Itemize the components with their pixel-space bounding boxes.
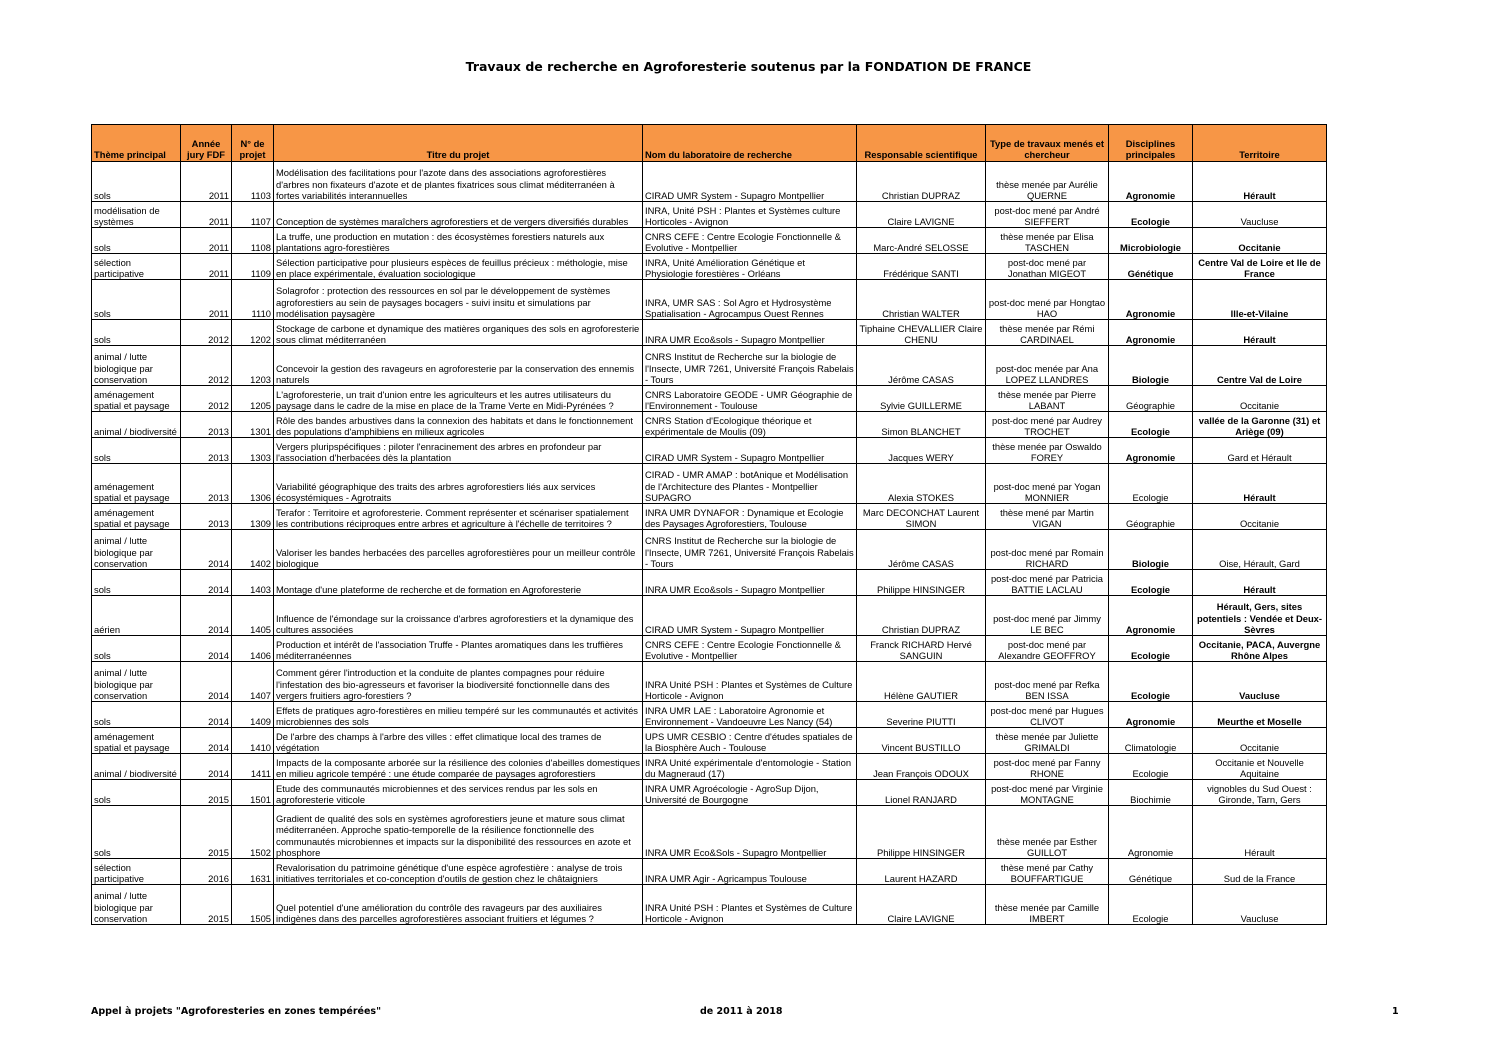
header-titre: Titre du projet — [274, 125, 643, 162]
cell-responsable: Vincent BUSTILLO — [857, 728, 986, 754]
cell-responsable: Philippe HINSINGER — [857, 806, 986, 859]
cell-type: post-doc mené par Hongtao HAO — [986, 280, 1109, 320]
cell-num: 1107 — [232, 202, 274, 228]
table-row — [92, 320, 1327, 346]
cell-theme: sélection participative — [92, 859, 181, 885]
cell-labo: CIRAD UMR System - Supagro Montpellier — [643, 596, 857, 636]
cell-type: thèse menée par Aurélie QUERNE — [986, 162, 1109, 202]
cell-num: 1303 — [232, 438, 274, 464]
cell-annee: 2014 — [181, 754, 232, 780]
projects-table — [91, 124, 1327, 925]
cell-disciplines: Microbiologie — [1109, 228, 1193, 254]
table-row — [92, 530, 1327, 570]
cell-disciplines: Agronomie — [1109, 162, 1193, 202]
cell-num: 1411 — [232, 754, 274, 780]
cell-type: thèse menée par Pierre LABANT — [986, 386, 1109, 412]
cell-disciplines: Ecologie — [1109, 636, 1193, 662]
cell-labo: INRA UMR LAE : Laboratoire Agronomie et Environnement - Vandoeuvre Les Nancy (54) — [643, 702, 857, 728]
cell-annee: 2014 — [181, 570, 232, 596]
table-row — [92, 346, 1327, 386]
cell-disciplines: Agronomie — [1109, 280, 1193, 320]
cell-titre: Concevoir la gestion des ravageurs en agroforesterie par la conservation des ennemis naturels — [274, 346, 643, 386]
cell-theme: sols — [92, 162, 181, 202]
cell-territoire: Vaucluse — [1193, 662, 1327, 702]
cell-titre: Revalorisation du patrimoine génétique d'une espèce agrofestière : analyse de trois initiatives territoriales et co-conception d'outils de gestion chez le châtaigniers — [274, 859, 643, 885]
header-disciplines: Disciplines principales — [1109, 125, 1193, 162]
cell-annee: 2015 — [181, 780, 232, 806]
cell-theme: sols — [92, 806, 181, 859]
cell-disciplines: Biochimie — [1109, 780, 1193, 806]
cell-labo: CNRS Institut de Recherche sur la biologie de l'Insecte, UMR 7261, Université François Rabelais - Tours — [643, 346, 857, 386]
cell-territoire: Hérault — [1193, 320, 1327, 346]
cell-type: thèse menée par Oswaldo FOREY — [986, 438, 1109, 464]
cell-type: thèse menée par Esther GUILLOT — [986, 806, 1109, 859]
table-row — [92, 636, 1327, 662]
cell-disciplines: Climatologie — [1109, 728, 1193, 754]
table-row — [92, 702, 1327, 728]
cell-titre: Modélisation des facilitations pour l'azote dans des associations agroforestières d'arbres non fixateurs d'azote et de plantes fixatrices sous climat méditerranéen à fortes variabilités interannuelles — [274, 162, 643, 202]
cell-responsable: Sylvie GUILLERME — [857, 386, 986, 412]
cell-labo: UPS UMR CESBIO : Centre d'études spatiales de la Biosphère Auch - Toulouse — [643, 728, 857, 754]
cell-labo: INRA, Unité Amélioration Génétique et Physiologie forestières - Orléans — [643, 254, 857, 280]
cell-num: 1406 — [232, 636, 274, 662]
cell-theme: sols — [92, 438, 181, 464]
header-labo: Nom du laboratoire de recherche — [643, 125, 857, 162]
cell-territoire: vignobles du Sud Ouest : Gironde, Tarn, Gers — [1193, 780, 1327, 806]
cell-territoire: Hérault — [1193, 570, 1327, 596]
cell-disciplines: Ecologie — [1109, 464, 1193, 504]
cell-responsable: Franck RICHARD Hervé SANGUIN — [857, 636, 986, 662]
cell-theme: sols — [92, 320, 181, 346]
cell-territoire: Occitanie et Nouvelle Aquitaine — [1193, 754, 1327, 780]
header-territoire: Territoire — [1193, 125, 1327, 162]
cell-num: 1110 — [232, 280, 274, 320]
cell-responsable: Alexia STOKES — [857, 464, 986, 504]
cell-type: thèse menée par Juliette GRIMALDI — [986, 728, 1109, 754]
table-row — [92, 202, 1327, 228]
cell-labo: INRA UMR Eco&sols - Supagro Montpellier — [643, 320, 857, 346]
cell-type: post-doc mené par Romain RICHARD — [986, 530, 1109, 570]
table-row — [92, 162, 1327, 202]
cell-responsable: Laurent HAZARD — [857, 859, 986, 885]
cell-type: post-doc mené par Jonathan MIGEOT — [986, 254, 1109, 280]
cell-num: 1402 — [232, 530, 274, 570]
cell-type: post-doc mené par Patricia BATTIE LACLAU — [986, 570, 1109, 596]
cell-theme: aérien — [92, 596, 181, 636]
cell-titre: Influence de l'émondage sur la croissance d'arbres agroforestiers et la dynamique des cultures associées — [274, 596, 643, 636]
cell-territoire: Occitanie — [1193, 504, 1327, 530]
cell-num: 1108 — [232, 228, 274, 254]
cell-responsable: Severine PIUTTI — [857, 702, 986, 728]
cell-responsable: Christian DUPRAZ — [857, 162, 986, 202]
cell-responsable: Claire LAVIGNE — [857, 885, 986, 925]
header-type: Type de travaux menés et chercheur — [986, 125, 1109, 162]
footer-call-title: Appel à projets "Agroforesteries en zones tempérées" — [91, 1006, 382, 1017]
cell-annee: 2011 — [181, 228, 232, 254]
cell-type: post-doc mené par Hugues CLIVOT — [986, 702, 1109, 728]
cell-territoire: Vaucluse — [1193, 202, 1327, 228]
cell-territoire: Ille-et-Vilaine — [1193, 280, 1327, 320]
cell-labo: INRA UMR Eco&sols - Supagro Montpellier — [643, 570, 857, 596]
table-row — [92, 754, 1327, 780]
cell-annee: 2011 — [181, 162, 232, 202]
cell-theme: aménagement spatial et paysage — [92, 728, 181, 754]
cell-disciplines: Agronomie — [1109, 702, 1193, 728]
cell-annee: 2013 — [181, 438, 232, 464]
cell-disciplines: Ecologie — [1109, 570, 1193, 596]
cell-territoire: Hérault — [1193, 806, 1327, 859]
cell-theme: aménagement spatial et paysage — [92, 386, 181, 412]
cell-territoire: Occitanie, PACA, Auvergne Rhône Alpes — [1193, 636, 1327, 662]
table-row — [92, 504, 1327, 530]
cell-num: 1109 — [232, 254, 274, 280]
cell-annee: 2015 — [181, 806, 232, 859]
cell-disciplines: Géographie — [1109, 386, 1193, 412]
cell-territoire: Meurthe et Moselle — [1193, 702, 1327, 728]
cell-territoire: Vaucluse — [1193, 885, 1327, 925]
cell-annee: 2014 — [181, 728, 232, 754]
header-responsable: Responsable scientifique — [857, 125, 986, 162]
cell-responsable: Tiphaine CHEVALLIER Claire CHENU — [857, 320, 986, 346]
cell-disciplines: Biologie — [1109, 346, 1193, 386]
cell-disciplines: Ecologie — [1109, 662, 1193, 702]
cell-territoire: Sud de la France — [1193, 859, 1327, 885]
header-theme: Thème principal — [92, 125, 181, 162]
cell-responsable: Marc-André SELOSSE — [857, 228, 986, 254]
cell-labo: INRA UMR Agir - Agricampus Toulouse — [643, 859, 857, 885]
footer-page-number: 1 — [1392, 1006, 1399, 1017]
cell-annee: 2011 — [181, 202, 232, 228]
cell-labo: CIRAD - UMR AMAP : botAnique et Modélisation de l'Architecture des Plantes - Montpellier SUPAGRO — [643, 464, 857, 504]
cell-responsable: Philippe HINSINGER — [857, 570, 986, 596]
header-num: N° de projet — [232, 125, 274, 162]
cell-titre: Vergers pluripspécifiques : piloter l'enracinement des arbres en profondeur par l'association d'herbacées dès la plantation — [274, 438, 643, 464]
cell-territoire: Oise, Hérault, Gard — [1193, 530, 1327, 570]
cell-theme: animal / lutte biologique par conservation — [92, 885, 181, 925]
table-row — [92, 386, 1327, 412]
table-row — [92, 780, 1327, 806]
cell-num: 1502 — [232, 806, 274, 859]
cell-labo: INRA Unité PSH : Plantes et Systèmes de Culture Horticole - Avignon — [643, 662, 857, 702]
cell-num: 1403 — [232, 570, 274, 596]
cell-responsable: Christian DUPRAZ — [857, 596, 986, 636]
cell-num: 1301 — [232, 412, 274, 438]
cell-num: 1410 — [232, 728, 274, 754]
cell-disciplines: Agronomie — [1109, 320, 1193, 346]
cell-labo: CIRAD UMR System - Supagro Montpellier — [643, 162, 857, 202]
cell-disciplines: Génétique — [1109, 254, 1193, 280]
cell-annee: 2015 — [181, 885, 232, 925]
cell-titre: Stockage de carbone et dynamique des matières organiques des sols en agroforesterie sous climat méditerranéen — [274, 320, 643, 346]
cell-theme: aménagement spatial et paysage — [92, 464, 181, 504]
cell-disciplines: Biologie — [1109, 530, 1193, 570]
cell-labo: CNRS Laboratoire GEODE - UMR Géographie de l'Environnement - Toulouse — [643, 386, 857, 412]
cell-num: 1202 — [232, 320, 274, 346]
cell-titre: Sélection participative pour plusieurs espèces de feuillus précieux : méthologie, mise en place expérimentale, évaluation sociologique — [274, 254, 643, 280]
cell-theme: animal / biodiversité — [92, 412, 181, 438]
cell-disciplines: Agronomie — [1109, 596, 1193, 636]
cell-annee: 2014 — [181, 636, 232, 662]
cell-num: 1409 — [232, 702, 274, 728]
cell-num: 1309 — [232, 504, 274, 530]
cell-territoire: Occitanie — [1193, 728, 1327, 754]
cell-theme: animal / lutte biologique par conservation — [92, 346, 181, 386]
cell-labo: INRA, Unité PSH : Plantes et Systèmes culture Horticoles - Avignon — [643, 202, 857, 228]
cell-annee: 2012 — [181, 386, 232, 412]
cell-type: post-doc mené par Virginie MONTAGNE — [986, 780, 1109, 806]
cell-annee: 2011 — [181, 280, 232, 320]
cell-theme: animal / biodiversité — [92, 754, 181, 780]
cell-territoire: Hérault — [1193, 162, 1327, 202]
cell-responsable: Jean François ODOUX — [857, 754, 986, 780]
document-title: Travaux de recherche en Agroforesterie soutenus par la FONDATION DE FRANCE — [465, 59, 1032, 74]
cell-theme: sols — [92, 280, 181, 320]
cell-territoire: Centre Val de Loire — [1193, 346, 1327, 386]
cell-disciplines: Agronomie — [1109, 438, 1193, 464]
cell-annee: 2014 — [181, 596, 232, 636]
cell-disciplines: Ecologie — [1109, 885, 1193, 925]
cell-type: post-doc mené par Yogan MONNIER — [986, 464, 1109, 504]
cell-titre: Quel potentiel d'une amélioration du contrôle des ravageurs par des auxiliaires indigènes dans des parcelles agroforestières associant fruitiers et légumes ? — [274, 885, 643, 925]
cell-labo: INRA, UMR SAS : Sol Agro et Hydrosystème Spatialisation - Agrocampus Ouest Rennes — [643, 280, 857, 320]
cell-num: 1407 — [232, 662, 274, 702]
table-row — [92, 728, 1327, 754]
cell-num: 1505 — [232, 885, 274, 925]
cell-num: 1103 — [232, 162, 274, 202]
cell-num: 1306 — [232, 464, 274, 504]
cell-responsable: Christian WALTER — [857, 280, 986, 320]
cell-territoire: Hérault, Gers, sites potentiels : Vendée et Deux-Sèvres — [1193, 596, 1327, 636]
cell-titre: La truffe, une production en mutation : des écosystèmes forestiers naturels aux plantations agro-forestières — [274, 228, 643, 254]
cell-titre: Montage d'une plateforme de recherche et de formation en Agroforesterie — [274, 570, 643, 596]
cell-theme: animal / lutte biologique par conservation — [92, 662, 181, 702]
cell-responsable: Jérôme CASAS — [857, 346, 986, 386]
cell-type: post-doc mené par Fanny RHONE — [986, 754, 1109, 780]
cell-titre: Comment gérer l'introduction et la conduite de plantes compagnes pour réduire l'infestation des bio-agresseurs et favoriser la biodiversité fonctionnelle dans des vergers fruitiers agro-forestiers ? — [274, 662, 643, 702]
cell-titre: Impacts de la composante arborée sur la résilience des colonies d'abeilles domestiques en milieu agricole tempéré : une étude comparée de paysages agroforestiers — [274, 754, 643, 780]
cell-labo: CIRAD UMR System - Supagro Montpellier — [643, 438, 857, 464]
cell-labo: INRA Unité PSH : Plantes et Systèmes de Culture Horticole - Avignon — [643, 885, 857, 925]
table-row — [92, 228, 1327, 254]
cell-theme: sols — [92, 780, 181, 806]
cell-territoire: Gard et Hérault — [1193, 438, 1327, 464]
table-row — [92, 806, 1327, 859]
cell-num: 1203 — [232, 346, 274, 386]
cell-titre: Solagrofor : protection des ressources en sol par le développement de systèmes agroforestiers au sein de paysages bocagers - suivi insitu et simulations par modélisation paysagère — [274, 280, 643, 320]
cell-labo: INRA UMR Eco&Sols - Supagro Montpellier — [643, 806, 857, 859]
cell-titre: Rôle des bandes arbustives dans la connexion des habitats et dans le fonctionnement des populations d'amphibiens en milieux agricoles — [274, 412, 643, 438]
cell-type: post-doc menée par Ana LOPEZ LLANDRES — [986, 346, 1109, 386]
cell-titre: Etude des communautés microbiennes et des services rendus par les sols en agroforesterie viticole — [274, 780, 643, 806]
cell-titre: Production et intérêt de l'association Truffe - Plantes aromatiques dans les truffières méditerranéennes — [274, 636, 643, 662]
cell-annee: 2011 — [181, 254, 232, 280]
cell-titre: Valoriser les bandes herbacées des parcelles agroforestières pour un meilleur contrôle biologique — [274, 530, 643, 570]
cell-labo: CNRS Institut de Recherche sur la biologie de l'Insecte, UMR 7261, Université François Rabelais - Tours — [643, 530, 857, 570]
cell-type: thèse menée par Camille IMBERT — [986, 885, 1109, 925]
cell-responsable: Jérôme CASAS — [857, 530, 986, 570]
cell-responsable: Claire LAVIGNE — [857, 202, 986, 228]
cell-type: thèse menée par Rémi CARDINAEL — [986, 320, 1109, 346]
cell-labo: CNRS CEFE : Centre Ecologie Fonctionnelle & Evolutive - Montpellier — [643, 228, 857, 254]
cell-num: 1631 — [232, 859, 274, 885]
cell-labo: INRA UMR Agroécologie - AgroSup Dijon, Université de Bourgogne — [643, 780, 857, 806]
table-row — [92, 438, 1327, 464]
cell-annee: 2013 — [181, 504, 232, 530]
cell-theme: sols — [92, 228, 181, 254]
cell-territoire: vallée de la Garonne (31) et Ariège (09) — [1193, 412, 1327, 438]
table-row — [92, 280, 1327, 320]
cell-responsable: Marc DECONCHAT Laurent SIMON — [857, 504, 986, 530]
cell-theme: aménagement spatial et paysage — [92, 504, 181, 530]
cell-responsable: Frédérique SANTI — [857, 254, 986, 280]
cell-annee: 2014 — [181, 530, 232, 570]
table-row — [92, 570, 1327, 596]
cell-disciplines: Ecologie — [1109, 202, 1193, 228]
cell-num: 1501 — [232, 780, 274, 806]
cell-titre: Conception de systèmes maraîchers agroforestiers et de vergers diversifiés durables — [274, 202, 643, 228]
cell-annee: 2014 — [181, 702, 232, 728]
cell-theme: sols — [92, 702, 181, 728]
cell-disciplines: Géographie — [1109, 504, 1193, 530]
cell-disciplines: Ecologie — [1109, 754, 1193, 780]
cell-type: thèse mené par Martin VIGAN — [986, 504, 1109, 530]
cell-responsable: Lionel RANJARD — [857, 780, 986, 806]
cell-type: thèse mené par Cathy BOUFFARTIGUE — [986, 859, 1109, 885]
cell-annee: 2014 — [181, 662, 232, 702]
table-header-row — [92, 125, 1327, 162]
cell-annee: 2012 — [181, 346, 232, 386]
cell-responsable: Hélène GAUTIER — [857, 662, 986, 702]
cell-titre: Gradient de qualité des sols en systèmes agroforestiers jeune et mature sous climat méditerranéen. Approche spatio-temporelle de la résilience fonctionnelle des communautés microbiennes et impacts sur la disponibilité des ressources en azote et phosphore — [274, 806, 643, 859]
cell-num: 1205 — [232, 386, 274, 412]
cell-titre: De l'arbre des champs à l'arbre des villes : effet climatique local des trames de végétation — [274, 728, 643, 754]
cell-labo: INRA Unité expérimentale d'entomologie - Station du Magneraud (17) — [643, 754, 857, 780]
cell-territoire: Hérault — [1193, 464, 1327, 504]
cell-num: 1405 — [232, 596, 274, 636]
cell-labo: CNRS Station d'Ecologique théorique et expérimentale de Moulis (09) — [643, 412, 857, 438]
cell-territoire: Occitanie — [1193, 386, 1327, 412]
header-annee: Année jury FDF — [181, 125, 232, 162]
cell-disciplines: Ecologie — [1109, 412, 1193, 438]
table-row — [92, 662, 1327, 702]
table-row — [92, 859, 1327, 885]
cell-territoire: Centre Val de Loire et Ile de France — [1193, 254, 1327, 280]
cell-titre: Effets de pratiques agro-forestières en milieu tempéré sur les communautés et activités microbiennes des sols — [274, 702, 643, 728]
cell-responsable: Simon BLANCHET — [857, 412, 986, 438]
footer-period: de 2011 à 2018 — [700, 1006, 783, 1017]
table-row — [92, 412, 1327, 438]
table-row — [92, 464, 1327, 504]
cell-disciplines: Agronomie — [1109, 806, 1193, 859]
cell-type: post-doc mené par André SIEFFERT — [986, 202, 1109, 228]
cell-type: post-doc mené par Jimmy LE BEC — [986, 596, 1109, 636]
cell-type: post-doc mené par Refka BEN ISSA — [986, 662, 1109, 702]
cell-theme: modélisation de systèmes — [92, 202, 181, 228]
cell-theme: animal / lutte biologique par conservation — [92, 530, 181, 570]
cell-theme: sols — [92, 570, 181, 596]
table-row — [92, 885, 1327, 925]
cell-titre: Terafor : Territoire et agroforesterie. Comment représenter et scénariser spatialement les contributions réciproques entre arbres et agriculture à l'échelle de territoires ? — [274, 504, 643, 530]
cell-annee: 2016 — [181, 859, 232, 885]
cell-type: post-doc mené par Audrey TROCHET — [986, 412, 1109, 438]
cell-responsable: Jacques WERY — [857, 438, 986, 464]
cell-annee: 2013 — [181, 464, 232, 504]
cell-territoire: Occitanie — [1193, 228, 1327, 254]
table-row — [92, 254, 1327, 280]
cell-theme: sols — [92, 636, 181, 662]
cell-type: thèse menée par Elisa TASCHEN — [986, 228, 1109, 254]
cell-titre: L'agroforesterie, un trait d'union entre les agriculteurs et les autres utilisateurs du paysage dans le cadre de la mise en place de la Trame Verte en Midi-Pyrénées ? — [274, 386, 643, 412]
cell-annee: 2012 — [181, 320, 232, 346]
cell-labo: INRA UMR DYNAFOR : Dynamique et Ecologie des Paysages Agroforestiers, Toulouse — [643, 504, 857, 530]
cell-labo: CNRS CEFE : Centre Ecologie Fonctionnelle & Evolutive - Montpellier — [643, 636, 857, 662]
table-body — [92, 162, 1327, 925]
cell-titre: Variabilité géographique des traits des arbres agroforestiers liés aux services écosystémiques - Agrotraits — [274, 464, 643, 504]
cell-type: post-doc mené par Alexandre GEOFFROY — [986, 636, 1109, 662]
table-row — [92, 596, 1327, 636]
cell-annee: 2013 — [181, 412, 232, 438]
cell-theme: sélection participative — [92, 254, 181, 280]
cell-disciplines: Génétique — [1109, 859, 1193, 885]
